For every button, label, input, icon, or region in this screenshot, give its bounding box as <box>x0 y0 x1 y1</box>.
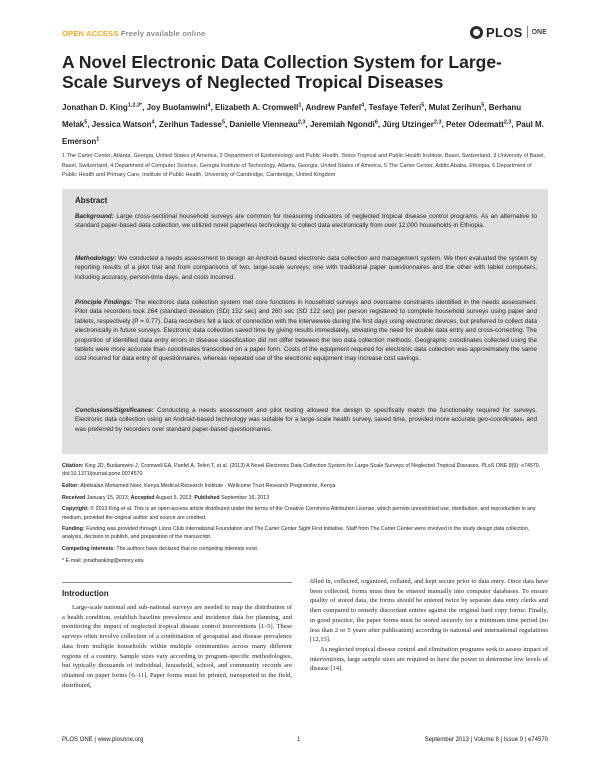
accepted-label: Accepted <box>130 494 155 501</box>
author <box>92 120 159 129</box>
author-affiliation-ref: 4 <box>361 102 365 108</box>
competing-interests <box>62 545 548 553</box>
copyright-label: Copyright: <box>62 506 89 513</box>
affiliations: 1 The Carter Center, Atlanta, Georgia, United States of America, 2 Department of Epidemiology and Public Health, Swiss Tropical and Public Health Institute, Basel, Switzerland, 3 University of Basel, Basel, Switzerland, 4 Department of Computer Science, Georgia Institute of Technology, Atlanta, Georgia, United States of America, 5 The Carter Center, Addis Ababa, Ethiopia, 6 Department of Public Health and Primary Care, Institute of Public Health, University of Cambridge, Cambridge, United Kingdom <box>62 153 545 178</box>
abstract-methodology <box>75 254 537 282</box>
author-affiliation-ref: 5 <box>421 102 425 108</box>
author-affiliation-ref: 1,2,3 <box>127 102 141 108</box>
body-column-left <box>62 603 292 690</box>
author <box>429 103 489 112</box>
author-affiliation-ref: 1 <box>96 136 100 143</box>
competing-text: The authors have declared that no competing interests exist. <box>116 546 259 553</box>
author-separator: , <box>377 119 383 129</box>
author-separator: , <box>154 119 159 129</box>
oa-access-text: ACCESS <box>86 29 119 38</box>
author <box>446 120 516 129</box>
author-separator: , <box>225 119 230 129</box>
abstract-heading: Abstract <box>75 196 108 205</box>
author-affiliation-ref: 2,3 <box>433 119 442 126</box>
copyright-text: © 2013 King et al. This is an open-access article distributed under the terms of the Creative Commons Attribution License, which permits unrestricted use, distribution, and reproduction in any medium, provided the original author and source are credited. <box>62 506 536 521</box>
journal-logo <box>470 24 547 40</box>
author-separator: , <box>484 102 489 112</box>
author <box>382 120 446 129</box>
author-name: Jonathan D. King <box>62 102 128 112</box>
author-affiliation-ref: 2,3 <box>503 119 512 126</box>
author-separator: , <box>87 119 92 129</box>
corresponding-email[interactable]: * E-mail: jonathanking@emory.edu <box>62 557 144 564</box>
author-list <box>62 98 547 149</box>
author-separator: , <box>441 119 447 129</box>
author-name: Jeremiah Ngondi <box>309 119 375 129</box>
background-label: Background: <box>75 213 114 220</box>
citation-label: Citation: <box>62 463 84 469</box>
footer-journal: PLOS ONE | www.plosone.org <box>62 737 144 743</box>
conclusions-label: Conclusions/Significance: <box>75 407 154 414</box>
intro-paragraph-2: As neglected tropical disease control and elimination programs seek to assess impact of interventions, large sample sizes are required to have the power to determine low levels of disease [14]. <box>310 645 548 673</box>
author-affiliation-ref: 4 <box>207 102 211 108</box>
abstract-conclusions <box>75 406 537 434</box>
background-text: Large cross-sectional household surveys are common for measuring indicators of neglected tropical disease control programs. As an alternative to standard paper-based data collection, we utilized novel paperless technology to collect data electronically from over 12,000 households in Ethiopia. <box>75 213 537 230</box>
published-label: Published <box>194 494 220 501</box>
citation <box>62 462 548 478</box>
methodology-label: Methodology: <box>75 255 117 262</box>
conclusions-text: Conducting a needs assessment and pilot testing allowed the design to specifically match the functionality required for surveys. Electronic data collection using an Android-based technology was suitable for a large-scale health survey, saved time, provided more accurate geo-coordinates, and was preferred by recorders over standard paper-based questionnaires. <box>75 407 538 433</box>
introduction-heading: Introduction <box>62 589 109 598</box>
open-access-badge <box>62 29 205 38</box>
author-affiliation-ref: 5 <box>481 102 485 108</box>
author-name: Elizabeth A. Cromwell <box>215 102 299 112</box>
abstract-findings <box>75 298 537 364</box>
author <box>215 103 306 112</box>
received-date: January 15, 2013; <box>86 494 130 501</box>
footer-issue: September 2013 | Volume 8 | Issue 9 | e74570 <box>424 737 548 743</box>
author-affiliation-ref: 4 <box>151 119 155 126</box>
body-column-right <box>310 577 548 674</box>
author-name: Zerihun Tadesse <box>159 119 222 129</box>
methodology-text: We conducted a needs assessment to design an Android-based electronic data collection and management system. We then evaluated the system by reporting results of a pilot trial and from comparisons of two, large-scale surveys; one with traditional paper questionnaires and the other with tablet computers, including accuracy, person-time days, and costs incurred. <box>75 255 537 281</box>
funding <box>62 525 548 541</box>
footer-page-number: 1 <box>297 737 301 743</box>
author-name: Andrew Panfel <box>305 102 362 112</box>
corresponding-author-mark: * <box>140 102 143 108</box>
author-name: Danielle Vienneau <box>229 119 298 129</box>
logo-divider <box>527 26 528 38</box>
author <box>159 120 230 129</box>
accepted-date: August 5, 2013; <box>155 494 193 501</box>
intro-paragraph-1-continued: filled in, collected, organized, collated, and kept secure prior to data entry. Once data have been collected, forms must then be entered manually into computer databases. To ensure quality of stored data, the forms should be entered twice by separate data entry clerks and then compared to remedy discordant entries against the original hard copy forms. Finally, in good practice, the paper forms must be stored securely for a minimum time period (no less than 2 or 5 years after publication) according to national and international regulations [12,13]. <box>310 578 548 644</box>
author <box>147 103 215 112</box>
journal-brand: PLOS <box>486 24 523 40</box>
journal-sub: ONE <box>531 28 547 36</box>
author-separator: , <box>424 102 429 112</box>
author <box>230 120 310 129</box>
article-metadata <box>62 462 548 569</box>
oa-open-text: OPEN <box>62 29 85 38</box>
findings-text: The electronic data collection system met core functions in household surveys and overcame constraints identified in the needs assessment. Pilot data recorders took 264 (standard deviation (SD) 152 sec) and 260 sec (SD 122 sec) per person registered to complete household surveys using paper and tablets, respectively (P = 0.77). Data recorders felt a lack of connection with the interviewee during the first days using electronic devices, but preferred to collect data electronically in future surveys. Electronic data collection saved time by giving results immediately, obviating the need for double data entry and cross-correcting. The proportion of identified data entry errors in disease classification did not differ between the two data collection methods. Geographic coordinates collected using the tablets were more accurate than coordinates transcribed on a paper form. Costs of the equipment required for electronic data collection was approximately the same cost incurred for data entry of questionnaires, whereas repeated use of the electronic equipment may increase cost savings. <box>75 299 537 363</box>
author-affiliation-ref: 6 <box>374 119 378 126</box>
copyright <box>62 505 548 521</box>
author-name: Jessica Watson <box>91 119 152 129</box>
received-label: Received <box>62 494 86 501</box>
dates <box>62 494 548 502</box>
published-date: September 16, 2013 <box>221 494 270 501</box>
editor <box>62 482 548 490</box>
findings-label: Principle Findings: <box>75 299 133 306</box>
section-divider <box>62 582 292 583</box>
author-separator: , <box>210 102 216 112</box>
author <box>62 103 147 112</box>
author <box>310 120 382 129</box>
author-affiliation-ref: 5 <box>221 119 226 126</box>
intro-paragraph-1: Large-scale national and sub-national surveys are needed to map the distribution of a health condition, establish baseline prevalence and incidence data for planning, and monitoring the impact of neglected tropical disease control interventions [1–5]. These surveys often involve collection of a combination of geospatial and disease prevalence data from multiple households within multiple communities across many different regions of a country. Sample sizes vary according to program-specific methodologies, but typically thousands of individual, household, school, and community records are obtained on paper forms [6–11]. Paper forms must be printed, transported to the field, distributed, <box>62 604 292 689</box>
author-affiliation-ref: 5 <box>84 119 88 126</box>
author-name: Peter Odermatt <box>446 119 504 129</box>
author-name: Mulat Zerihun <box>428 102 482 112</box>
funding-text: Funding was provided through Lions Club International Foundation and The Carter Center Sight First Initiative. Staff from The Carter Center were involved in the study design,data collection, analysis, decision to publish, and preparation of the manuscript. <box>62 526 530 541</box>
editor-label: Editor: <box>62 482 80 489</box>
author-name: Paul M. Emerson <box>62 119 544 146</box>
funding-label: Funding: <box>62 526 85 533</box>
citation-text: King JD, Buolamwini J, Cromwell EA, Panfel A, Teferi T, et al. (2013) A Novel Electronic Data Collection System for Large-Scale Surveys of Neglected Tropical Diseases. PLoS ONE 8(9): e74570. doi:10.1371/journal.pone.0074570 <box>62 463 541 478</box>
author-separator: , <box>142 102 147 112</box>
oa-free-text: Freely available online <box>120 29 206 38</box>
editor-text: Abdisalan Mohamed Noor, Kenya Medical Research Institute - Wellcome Trust Research Programme, Kenya <box>80 482 336 489</box>
author <box>306 103 369 112</box>
author-separator: , <box>364 102 369 112</box>
author-affiliation-ref: 1 <box>298 102 302 108</box>
author-name: Berhanu Melak <box>62 102 522 129</box>
author-name: Tesfaye Teferi <box>368 102 422 112</box>
author-separator: , <box>511 119 516 129</box>
author-separator: , <box>305 119 310 129</box>
plos-logo-icon <box>470 26 483 39</box>
author-affiliation-ref: 2,3 <box>297 119 306 126</box>
author-separator: , <box>301 102 306 112</box>
author <box>369 103 429 112</box>
abstract-background <box>75 212 537 231</box>
author-name: Joy Buolamwini <box>146 102 208 112</box>
author-name: Jürg Utzinger <box>382 119 434 129</box>
article-title: A Novel Electronic Data Collection System for Large-Scale Surveys of Neglected Tropical Diseases <box>62 52 502 92</box>
competing-label: Competing Interests: <box>62 546 115 553</box>
